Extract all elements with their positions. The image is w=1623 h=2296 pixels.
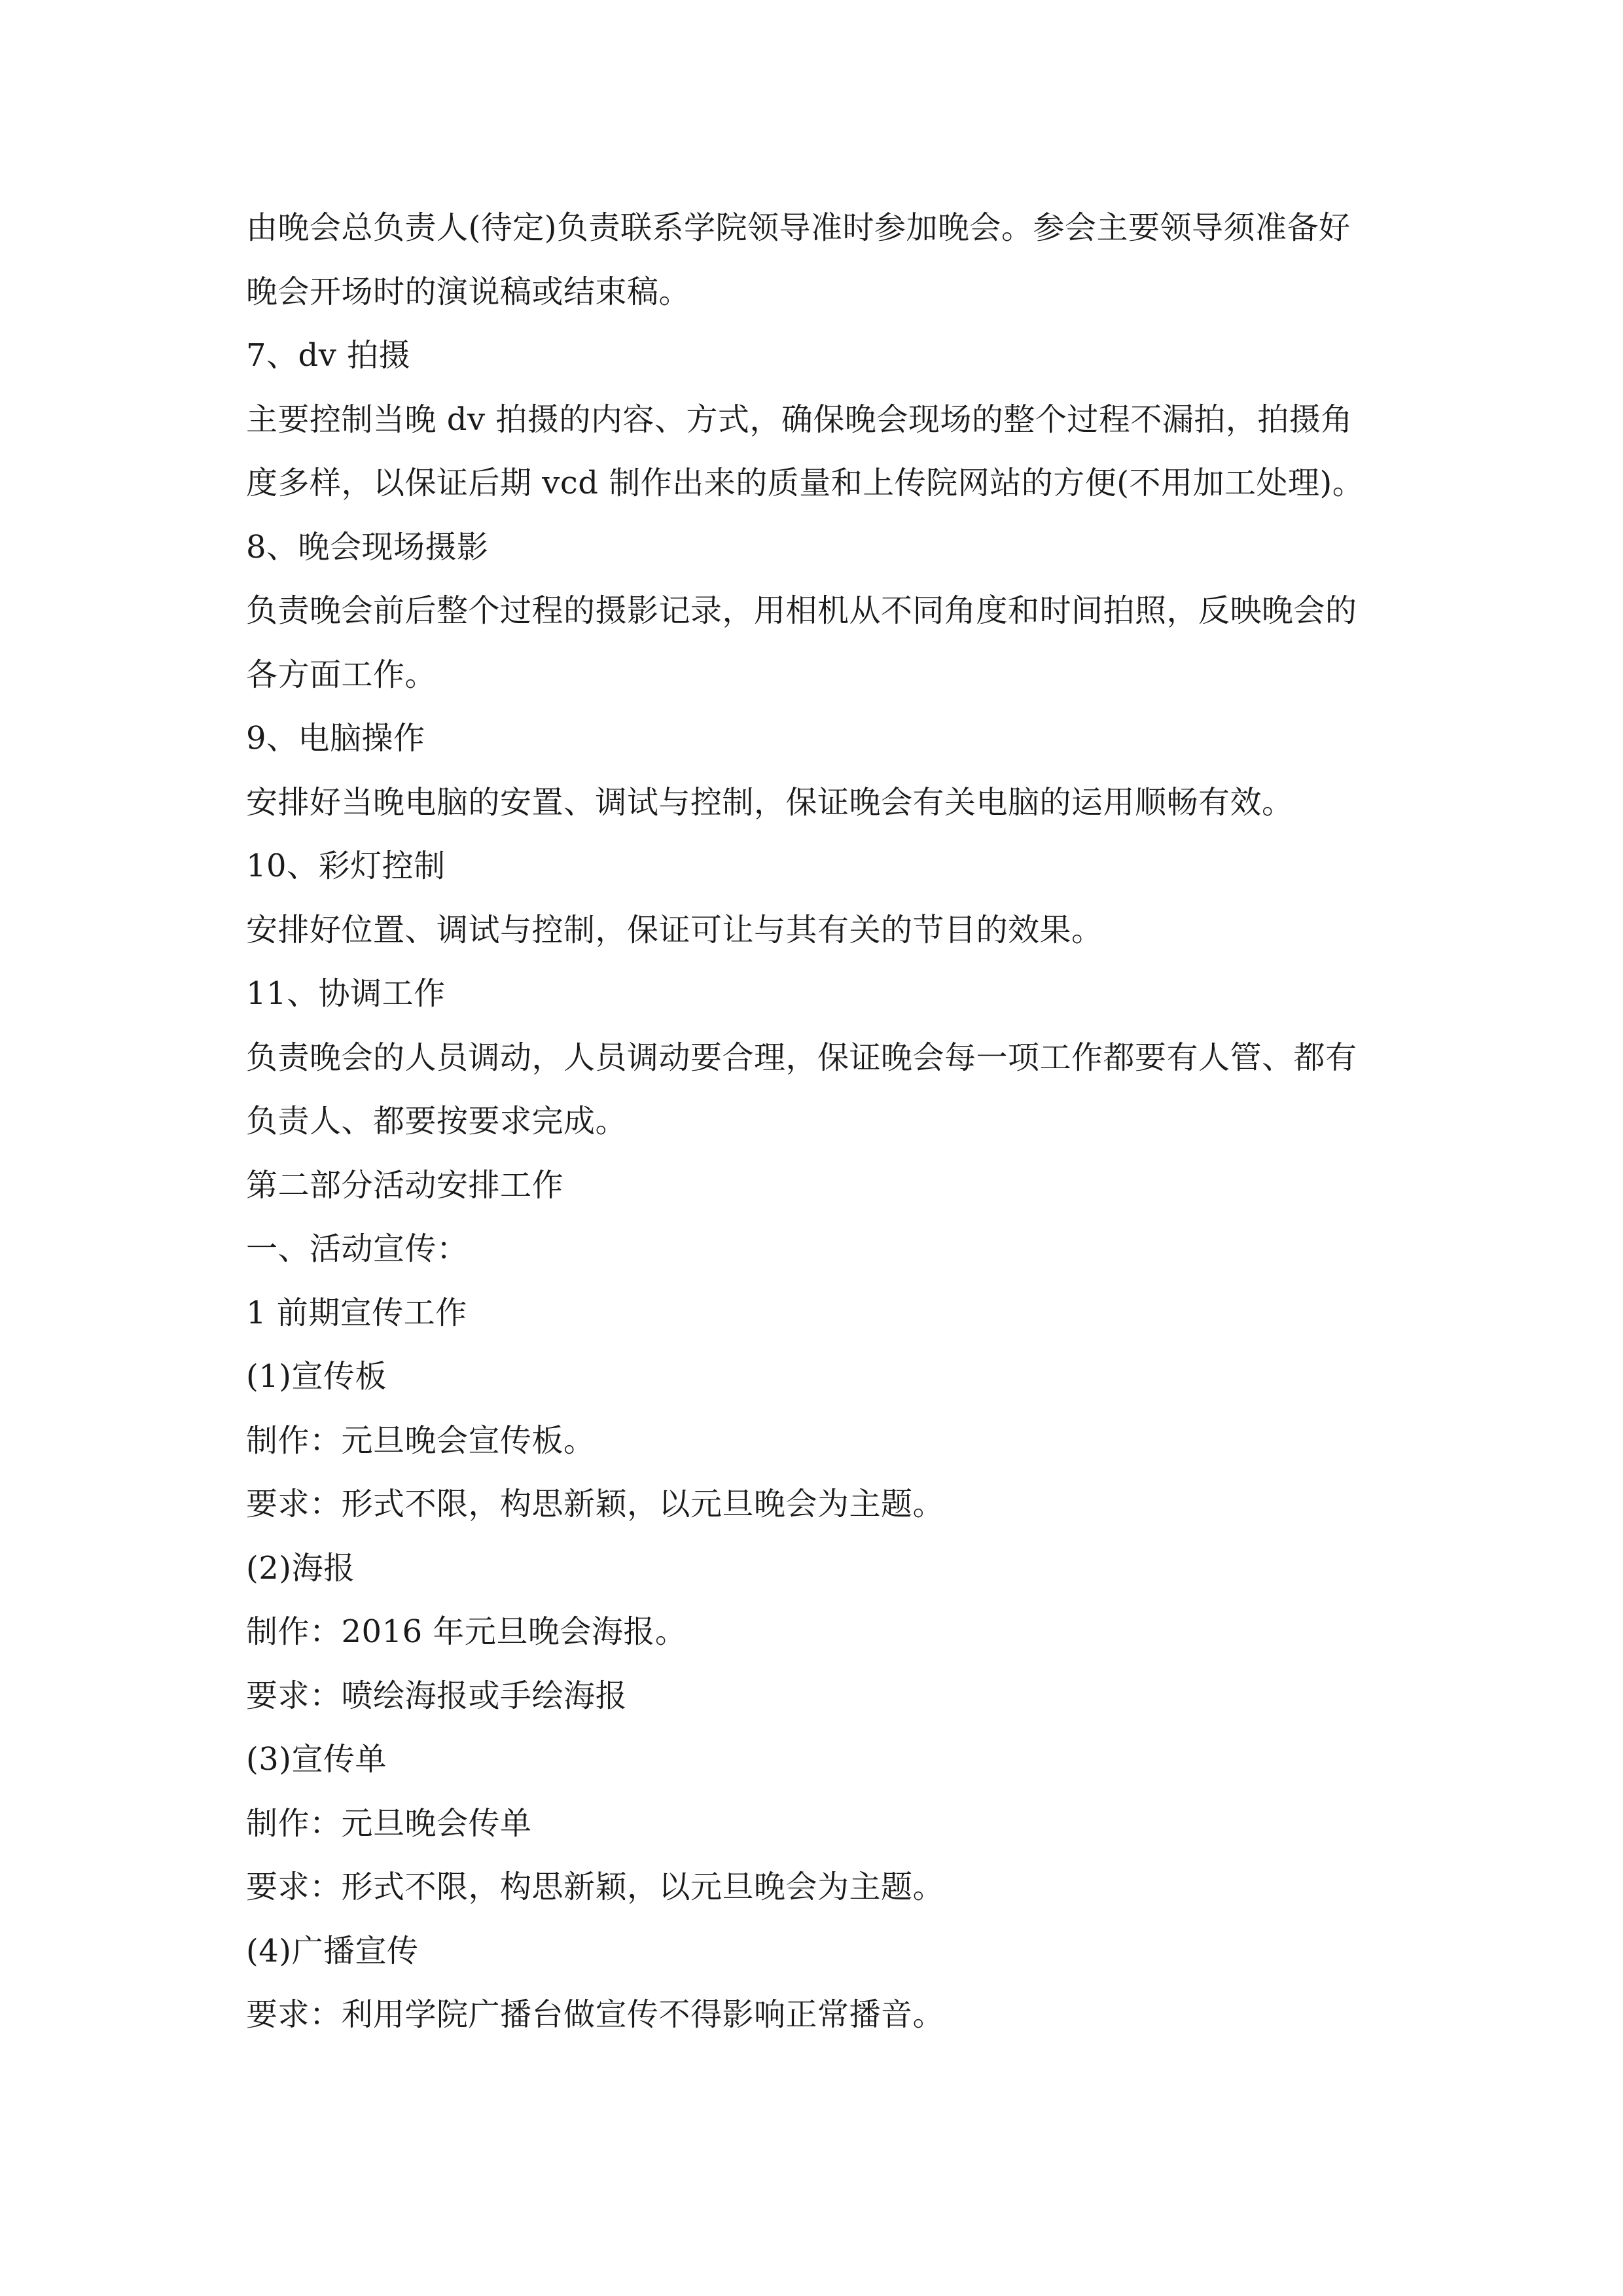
paragraph-line: 负责晚会前后整个过程的摄影记录，用相机从不同角度和时间拍照，反映晚会的 [246, 592, 1357, 629]
paragraph-line: 晚会开场时的演说稿或结束稿。 [246, 273, 691, 310]
item-heading: (2)海报 [246, 1549, 355, 1587]
section-heading: 10、彩灯控制 [246, 848, 446, 884]
part-heading: 第二部分活动安排工作 [246, 1166, 564, 1204]
paragraph-line: 要求：利用学院广播台做宣传不得影响正常播音。 [246, 1996, 945, 2033]
item-heading: (4)广播宣传 [246, 1932, 419, 1969]
paragraph-line: 度多样，以保证后期 vcd 制作出来的质量和上传院网站的方便(不用加工处理)。 [246, 465, 1364, 501]
section-heading: 一、活动宣传： [246, 1230, 469, 1267]
paragraph-line: 安排好当晚电脑的安置、调试与控制，保证晚会有关电脑的运用顺畅有效。 [246, 783, 1294, 821]
paragraph-line: 要求：喷绘海报或手绘海报 [246, 1677, 628, 1714]
paragraph-line: 制作：元旦晚会传单 [246, 1804, 532, 1842]
document-body [246, 196, 1411, 2047]
section-heading: 8、晚会现场摄影 [246, 528, 489, 565]
paragraph-line: 制作：元旦晚会宣传板。 [246, 1422, 596, 1459]
paragraph-line: 各方面工作。 [246, 656, 437, 693]
paragraph-line: 制作：2016 年元旦晚会海报。 [246, 1613, 687, 1650]
paragraph-line: 要求：形式不限，构思新颖，以元旦晚会为主题。 [246, 1486, 945, 1522]
section-heading: 7、dv 拍摄 [246, 337, 411, 374]
paragraph-line: 负责人、都要按要求完成。 [246, 1103, 628, 1139]
paragraph-line: 负责晚会的人员调动，人员调动要合理，保证晚会每一项工作都要有人管、都有 [246, 1039, 1357, 1076]
item-heading: (1)宣传板 [246, 1358, 387, 1395]
section-heading: 11、协调工作 [246, 975, 446, 1012]
paragraph-line: 主要控制当晚 dv 拍摄的内容、方式，确保晚会现场的整个过程不漏拍，拍摄角 [246, 401, 1353, 438]
subsection-heading: 1 前期宣传工作 [246, 1294, 467, 1331]
item-heading: (3)宣传单 [246, 1741, 387, 1778]
section-heading: 9、电脑操作 [246, 720, 425, 757]
paragraph-line: 由晚会总负责人(待定)负责联系学院领导准时参加晚会。参会主要领导须准备好 [246, 209, 1351, 246]
paragraph-line: 安排好位置、调试与控制，保证可让与其有关的节目的效果。 [246, 911, 1103, 948]
paragraph-line: 要求：形式不限，构思新颖，以元旦晚会为主题。 [246, 1869, 945, 1905]
